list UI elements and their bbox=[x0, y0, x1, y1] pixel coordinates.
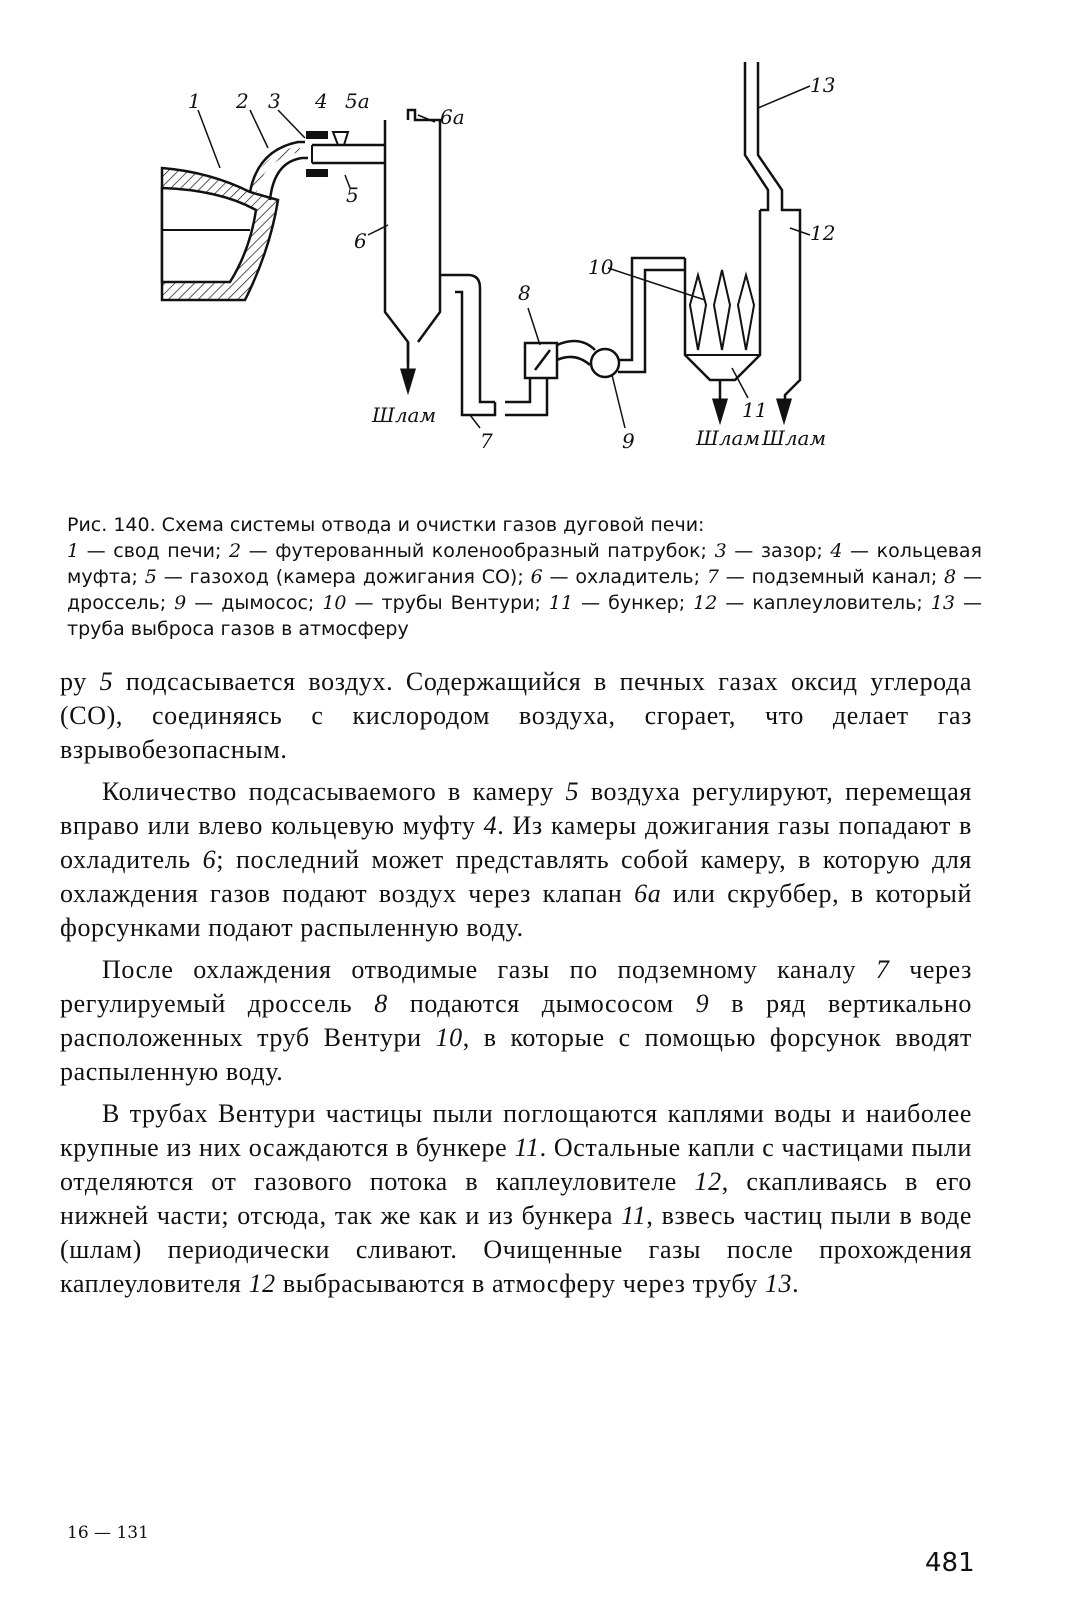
text-run: подсасывается воздух. Содержащийся в печных газах оксид углерода (СО), соединяясь с кислородом воздуха, сгорает, что делает газ взрывобезопасным. bbox=[60, 667, 972, 764]
label-10: 10 bbox=[588, 255, 614, 279]
legend-text: — труба выброса газов в атмосферу bbox=[67, 592, 982, 640]
legend-number: 11 bbox=[548, 592, 574, 614]
label-13: 13 bbox=[810, 73, 836, 97]
legend-text: — кольцевая муфта; bbox=[67, 540, 982, 588]
reference-number: 8 bbox=[374, 989, 388, 1018]
label-sludge-1: Шлам bbox=[372, 403, 437, 427]
legend-number: 2 bbox=[228, 540, 242, 562]
text-run: в ряд вертикально расположенных труб Вентури bbox=[60, 989, 972, 1052]
label-6: 6 bbox=[354, 229, 367, 253]
caption-legend bbox=[67, 538, 982, 642]
text-run: . bbox=[792, 1269, 800, 1298]
legend-text: — бункер; bbox=[573, 592, 694, 614]
text-run: ; последний может представлять собой камеру, в которую для охлаждения газов подают воздух через клапан bbox=[60, 845, 972, 908]
legend-text: — охладитель; bbox=[542, 566, 707, 588]
legend-text: — зазор; bbox=[726, 540, 831, 562]
caption-title: Рис. 140. Схема системы отвода и очистки газов дуговой печи: bbox=[67, 514, 705, 536]
text-run: ру bbox=[60, 667, 100, 696]
label-sludge-2: Шлам bbox=[696, 426, 761, 450]
label-5: 5 bbox=[346, 183, 359, 207]
legend-number: 1 bbox=[67, 540, 80, 562]
legend-number: 6 bbox=[530, 566, 543, 588]
scheme-diagram bbox=[150, 50, 870, 470]
legend-text: — футерованный коленообразный патрубок; bbox=[241, 540, 715, 562]
furnace-roof bbox=[162, 168, 278, 300]
figure-gas-cleaning-scheme bbox=[150, 50, 870, 470]
reference-number: 5 bbox=[99, 667, 114, 696]
legend-number: 13 bbox=[930, 592, 955, 614]
text-run: . Из камеры дожигания газы попадают в охладитель bbox=[60, 811, 972, 874]
reference-number: 11 bbox=[621, 1201, 647, 1230]
printer-signature: 16 — 131 bbox=[67, 1523, 149, 1543]
reference-number: 12 bbox=[248, 1269, 276, 1298]
text-run: подаются дымососом bbox=[387, 989, 696, 1018]
text-run: . Остальные капли с частицами пыли отделяются от газового потока в каплеуловителе bbox=[60, 1133, 972, 1196]
paragraph bbox=[60, 665, 972, 767]
label-7: 7 bbox=[480, 429, 493, 453]
label-sludge-3: Шлам bbox=[762, 426, 827, 450]
reference-number: 12 bbox=[694, 1167, 722, 1196]
text-run: воздуха регулируют, перемещая вправо или влево кольцевую муфту bbox=[60, 777, 972, 840]
paragraph bbox=[60, 953, 972, 1089]
page-number: 481 bbox=[925, 1548, 975, 1578]
label-12: 12 bbox=[810, 221, 836, 245]
legend-number: 7 bbox=[706, 566, 719, 588]
label-11: 11 bbox=[742, 398, 768, 422]
legend-number: 3 bbox=[714, 540, 727, 562]
text-run: через регулируемый дроссель bbox=[60, 955, 972, 1018]
text-run: , скапливаясь в его нижней части; отсюда, так же как и из бункера bbox=[60, 1167, 972, 1230]
reference-number: 10 bbox=[435, 1023, 463, 1052]
reference-number: 6 bbox=[202, 845, 217, 874]
legend-number: 8 bbox=[944, 566, 957, 588]
text-run: , в которые с помощью форсунок вводят распыленную воду. bbox=[60, 1023, 973, 1086]
legend-text: — газоход (камера дожигания СО); bbox=[156, 566, 531, 588]
legend-number: 9 bbox=[174, 592, 187, 614]
reference-number: 9 bbox=[695, 989, 710, 1018]
reference-number: 7 bbox=[875, 955, 890, 984]
text-run: выбрасываются в атмосферу через трубу bbox=[275, 1269, 765, 1298]
reference-number: 6а bbox=[634, 879, 662, 908]
legend-text: — подземный канал; bbox=[718, 566, 945, 588]
legend-number: 4 bbox=[830, 540, 843, 562]
text-run: , взвесь частиц пыли в воде (шлам) периодически сливают. Очищенные газы после прохождения каплеуловителя bbox=[60, 1201, 972, 1298]
text-run: В трубах Вентури частицы пыли поглощаются каплями воды и наиболее крупные из них осаждаются в бункере bbox=[60, 1099, 972, 1162]
legend-text: — дроссель; bbox=[67, 566, 982, 614]
label-2: 2 bbox=[236, 89, 249, 113]
paragraph bbox=[60, 775, 972, 945]
label-9: 9 bbox=[622, 429, 635, 453]
label-3: 3 bbox=[268, 89, 281, 113]
label-6a: 6а bbox=[440, 105, 465, 129]
legend-number: 5 bbox=[144, 566, 157, 588]
label-4: 4 bbox=[315, 89, 328, 113]
reference-number: 4 bbox=[483, 811, 498, 840]
text-run: После охлаждения отводимые газы по подземному каналу bbox=[102, 955, 876, 984]
legend-text: — каплеуловитель; bbox=[717, 592, 931, 614]
label-1: 1 bbox=[188, 89, 201, 113]
reference-number: 5 bbox=[565, 777, 580, 806]
reference-number: 13 bbox=[764, 1269, 793, 1298]
paragraph bbox=[60, 1097, 972, 1301]
figure-caption bbox=[67, 512, 982, 642]
text-run: или скруббер, в который форсунками подают распыленную воду. bbox=[60, 879, 972, 942]
legend-text: — трубы Вентури; bbox=[346, 592, 549, 614]
reference-number: 11 bbox=[514, 1133, 540, 1162]
legend-text: — свод печи; bbox=[79, 540, 229, 562]
label-5a: 5а bbox=[345, 89, 370, 113]
legend-text: — дымосос; bbox=[186, 592, 323, 614]
body-text bbox=[60, 665, 972, 1309]
label-8: 8 bbox=[518, 281, 531, 305]
legend-number: 10 bbox=[322, 592, 347, 614]
text-run: Количество подсасываемого в камеру bbox=[102, 777, 566, 806]
legend-number: 12 bbox=[693, 592, 718, 614]
